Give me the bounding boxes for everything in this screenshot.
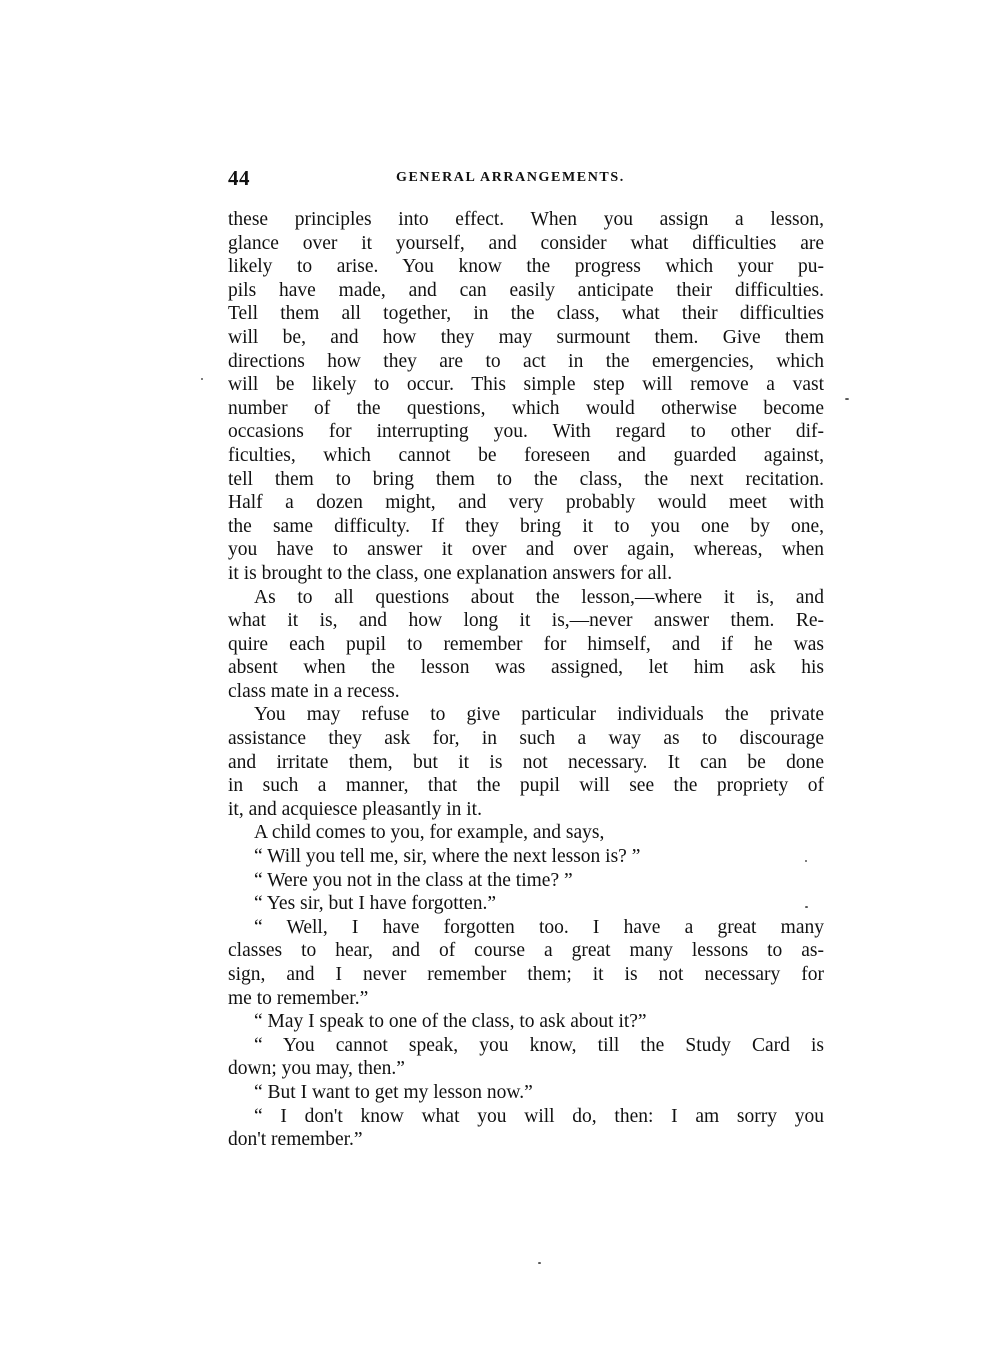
text-line: quire each pupil to remember for himself, and if he was	[228, 633, 824, 655]
text-line: absent when the lesson was assigned, let him ask his	[228, 657, 824, 679]
running-head	[228, 166, 824, 192]
text-line: you have to answer it over and over again, whereas, when	[228, 539, 824, 561]
text-line: pils have made, and can easily anticipate their difficulties.	[228, 279, 824, 301]
text-line: class mate in a recess.	[228, 680, 400, 702]
text-line: it, and acquiesce pleasantly in it.	[228, 798, 482, 820]
print-speck	[805, 906, 808, 908]
print-speck	[805, 860, 807, 862]
text-line: and irritate them, but it is not necessary. It can be done	[228, 751, 824, 773]
text-line: A child comes to you, for example, and says,	[254, 822, 605, 844]
text-line: me to remember.”	[228, 987, 369, 1009]
text-line: As to all questions about the lesson,—where it is, and	[254, 586, 824, 608]
text-line: likely to arise. You know the progress which your pu-	[228, 256, 824, 278]
text-line: “ Yes sir, but I have forgotten.”	[254, 893, 497, 915]
text-line: “ May I speak to one of the class, to ask about it?”	[254, 1011, 647, 1033]
text-line: “ Will you tell me, sir, where the next lesson is? ”	[254, 846, 641, 868]
text-line: “ Well, I have forgotten too. I have a great many	[254, 916, 824, 938]
text-line: don't remember.”	[228, 1129, 363, 1151]
text-line: glance over it yourself, and consider what difficulties are	[228, 232, 824, 254]
text-line: down; you may, then.”	[228, 1058, 405, 1080]
text-line: what it is, and how long it is,—never answer them. Re-	[228, 610, 824, 632]
text-line: Tell them all together, in the class, what their difficulties	[228, 303, 824, 325]
print-speck	[845, 398, 849, 400]
text-line: the same difficulty. If they bring it to you one by one,	[228, 515, 824, 537]
running-title: GENERAL ARRANGEMENTS.	[396, 170, 625, 185]
page-number: 44	[228, 166, 250, 190]
text-line: “ You cannot speak, you know, till the Study Card is	[254, 1034, 824, 1056]
text-line: “ But I want to get my lesson now.”	[254, 1081, 533, 1103]
print-speck	[201, 378, 203, 380]
text-line: Half a dozen might, and very probably would meet with	[228, 492, 824, 514]
body-text	[228, 208, 824, 1152]
text-line: number of the questions, which would otherwise become	[228, 397, 824, 419]
text-line: occasions for interrupting you. With regard to other dif-	[228, 421, 824, 443]
text-line: will be likely to occur. This simple step will remove a vast	[228, 374, 824, 396]
text-line: “ Were you not in the class at the time? ”	[254, 869, 573, 891]
text-line: assistance they ask for, in such a way as to discourage	[228, 728, 824, 750]
print-speck	[538, 1262, 541, 1264]
text-line: directions how they are to act in the emergencies, which	[228, 350, 824, 372]
text-line: it is brought to the class, one explanation answers for all.	[228, 562, 673, 584]
text-line: will be, and how they may surmount them. Give them	[228, 326, 824, 348]
text-line: “ I don't know what you will do, then: I am sorry you	[254, 1105, 824, 1127]
text-line: classes to hear, and of course a great many lessons to as-	[228, 940, 824, 962]
text-line: these principles into effect. When you assign a lesson,	[228, 209, 824, 230]
text-line: tell them to bring them to the class, the next recitation.	[228, 468, 824, 490]
text-line: in such a manner, that the pupil will see the propriety of	[228, 775, 824, 797]
text-line: ficulties, which cannot be foreseen and guarded against,	[228, 444, 824, 466]
text-line: You may refuse to give particular individuals the private	[254, 704, 824, 726]
text-line: sign, and I never remember them; it is not necessary for	[228, 964, 824, 985]
